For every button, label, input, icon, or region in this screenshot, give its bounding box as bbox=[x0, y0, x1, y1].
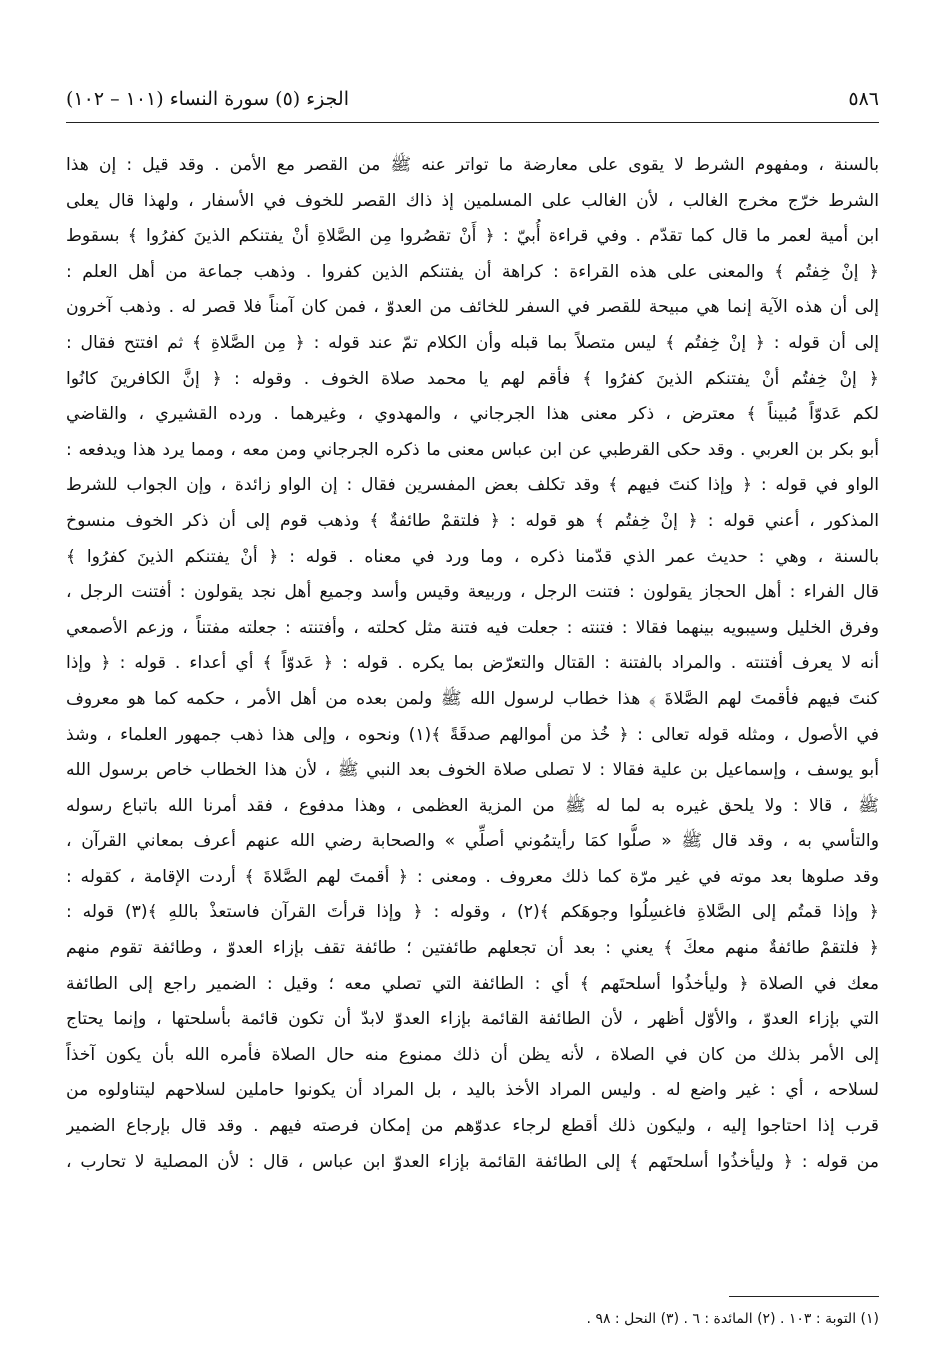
footnote-divider bbox=[729, 1296, 879, 1297]
text-line: ﷺ ، قالا : ولا يلحق غيره به لما له ﷺ من المزية العظمى ، وهذا مدفوع ، فقد أمرنا الله باتباع رسوله bbox=[66, 795, 879, 816]
text-line: من قوله : ﴿ وليأخذُوا أسلحتَهم ﴾ إلى الطائفة القائمة بإزاء العدوّ ابن عباس ، قال : لأن المصلية لا تحارب ، bbox=[66, 1151, 879, 1172]
text-line: الشرط خرّج مخرج الغالب ، لأن الغالب على المسلمين إذ ذاك القصر للخوف في الأسفار ، ولهذا قال يعلى bbox=[66, 190, 879, 211]
page-number: ٥٨٦ bbox=[848, 88, 879, 110]
text-line: قال الفراء : أهل الحجاز يقولون : فتنت الرجل ، وربيعة وقيس وأسد وجميع أهل نجد يقولون : أفتنت الرجل ، bbox=[66, 582, 879, 603]
footnotes: (١) التوبة : ١٠٣ . (٢) المائدة : ٦ . (٣) النحل : ٩٨ . bbox=[586, 1311, 879, 1327]
text-line: قرب إذا احتاجوا إليه ، وليكون ذلك أقطع لرجاء عدوّهم من إمكان فرصته فيهم . وقد قال بإرجاع الضمير bbox=[66, 1116, 879, 1137]
text-line: إلى أن قوله : ﴿ إنْ خِفتُم ﴾ ليس متصلاً بما قبله وأن الكلام تمّ عند قوله : ﴿ مِن الصَّلاةِ ﴾ ثم افتتح فقال : bbox=[66, 332, 879, 353]
running-title: الجزء (٥) سورة النساء (١٠١ – ١٠٢) bbox=[66, 88, 349, 110]
text-line: بالسنة ، وهي : حديث عمر الذي قدّمنا ذكره ، وما ورد في معناه . قوله : ﴿ أنْ يفتنكم الذينَ كفرُوا ﴾ bbox=[66, 546, 879, 567]
text-line: ﴿ إنْ خِفتُم ﴾ والمعنى على هذه القراءة : كراهة أن يفتنكم الذين كفروا . وذهب جماعة من أهل العلم : bbox=[66, 261, 879, 282]
text-line: المذكور ، أعني قوله : ﴿ إنْ خِفتُم ﴾ هو قوله : ﴿ فلتقمْ طائفةٌ ﴾ وذهب قوم إلى أن ذكر الخوف منسوخ bbox=[66, 510, 879, 531]
text-line: في الأصول ، ومثله قوله تعالى : ﴿ خُذ من أموالهم صدقَةً ﴾(١) ونحوه ، وإلى هذا ذهب جمهور العلماء ، وشذ bbox=[66, 724, 879, 745]
header-divider bbox=[66, 122, 879, 123]
page-body bbox=[66, 148, 879, 1288]
text-line: معك في الصلاة ﴿ وليأخذُوا أسلحتَهم ﴾ أي : الطائفة التي تصلي معه ؛ وقيل : الضمير راجع إلى الطائفة bbox=[66, 973, 879, 994]
text-line: وفرق الخليل وسيبويه بينهما فقالا : فتنته : جعلت فيه فتنة مثل كحلته ، وأفتنته : جعلته مفتناً ، وزعم الأصمعي bbox=[66, 617, 879, 638]
text-line: ﴿ وإذا قمتُم إلى الصَّلاةِ فاغسِلُوا وجوهَكم ﴾(٢) ، وقوله : ﴿ وإذا قرأتَ القرآن فاستعذْ باللهِ ﴾(٣) قوله : bbox=[66, 902, 879, 923]
text-line: ﴿ فلتقمْ طائفةٌ منهم معكَ ﴾ يعني : بعد أن تجعلهم طائفتين ؛ طائفة تقف بإزاء العدوّ ، وطائفة تقوم منهم bbox=[66, 938, 879, 959]
text-line: ﴿ إنْ خِفتُم أنْ يفتنكم الذينَ كفرُوا ﴾ فأقم لهم يا محمد صلاة الخوف . وقوله : ﴿ إنَّ الكافرينَ كانُوا bbox=[66, 368, 879, 389]
text-line: لكم عَدوّاً مُبيناً ﴾ معترض ، ذكر معنى هذا الجرجاني ، والمهدوي ، وغيرهما . ورده القشيري ، والقاضي bbox=[66, 404, 879, 425]
text-line: وقد صلوها بعد موته في غير مرّة كما ذلك معروف . ومعنى : ﴿ أقمتَ لهم الصَّلاةَ ﴾ أردت الإقامة ، كقوله : bbox=[66, 866, 879, 887]
text-line: لسلاحه ، أي : غير واضع له . وليس المراد الأخذ باليد ، بل المراد أن يكونوا حاملين لسلاحهم ليتناولوه من bbox=[66, 1080, 879, 1101]
text-line: الواو في قوله : ﴿ وإذا كنتَ فيهم ﴾ وقد تكلف بعض المفسرين فقال : إن الواو زائدة ، وإن الجواب للشرط bbox=[66, 475, 879, 496]
text-line: إلى أن هذه الآية إنما هي مبيحة للقصر في السفر للخائف من العدوّ ، فمن كان آمناً فلا قصر له . وذهب آخرون bbox=[66, 297, 879, 318]
text-line: أبو يوسف ، وإسماعيل بن علية فقالا : لا تصلى صلاة الخوف بعد النبي ﷺ ، لأن هذا الخطاب خاص برسول الله bbox=[66, 760, 879, 781]
text-line: بالسنة ، ومفهوم الشرط لا يقوى على معارضة ما تواتر عنه ﷺ من القصر مع الأمن . وقد قيل : إن هذا bbox=[66, 155, 879, 175]
page-header bbox=[66, 84, 879, 118]
text-line: والتأسي به ، وقد قال ﷺ « صلُّوا كمَا رأيتمُوني أصلِّي » والصحابة رضي الله عنهم أعرف بمعاني القرآن ، bbox=[66, 831, 879, 852]
text-line: أبو بكر بن العربي . وقد حكى القرطبي عن ابن عباس معنى ما ذكره الجرجاني ومن معه ، ومما يرد هذا ويدفعه : bbox=[66, 439, 879, 460]
text-line: إلى الأمر بذلك من كان في الصلاة ، لأنه يظن أن ذلك ممنوع منه حال الصلاة فأمره الله بأن يكون آخذاً bbox=[66, 1044, 879, 1065]
text-line: ابن أمية لعمر ما قال كما تقدّم . وفي قراءة أُبيّ : ﴿ أَنْ تقصُروا مِن الصَّلاةِ أنْ يفتنكم الذينَ كفرُوا ﴾ بسقوط bbox=[66, 226, 879, 247]
text-line: كنتَ فيهم فأقمتَ لهم الصَّلاةَ ﴾ هذا خطاب لرسول الله ﷺ ولمن بعده من أهل الأمر ، حكمه كما هو معروف bbox=[66, 688, 879, 709]
text-line: أنه لا يعرف أفتنته . والمراد بالفتنة : القتال والتعرّض بما يكره . قوله : ﴿ عَدوّاً ﴾ أي أعداء . قوله : ﴿ وإذا bbox=[66, 653, 879, 674]
text-line: التي بإزاء العدوّ ، والأوّل أظهر ، لأن الطائفة القائمة بإزاء العدوّ لابدّ أن تكون قائمة بأسلحتها ، وإنما يحتاج bbox=[66, 1009, 879, 1030]
